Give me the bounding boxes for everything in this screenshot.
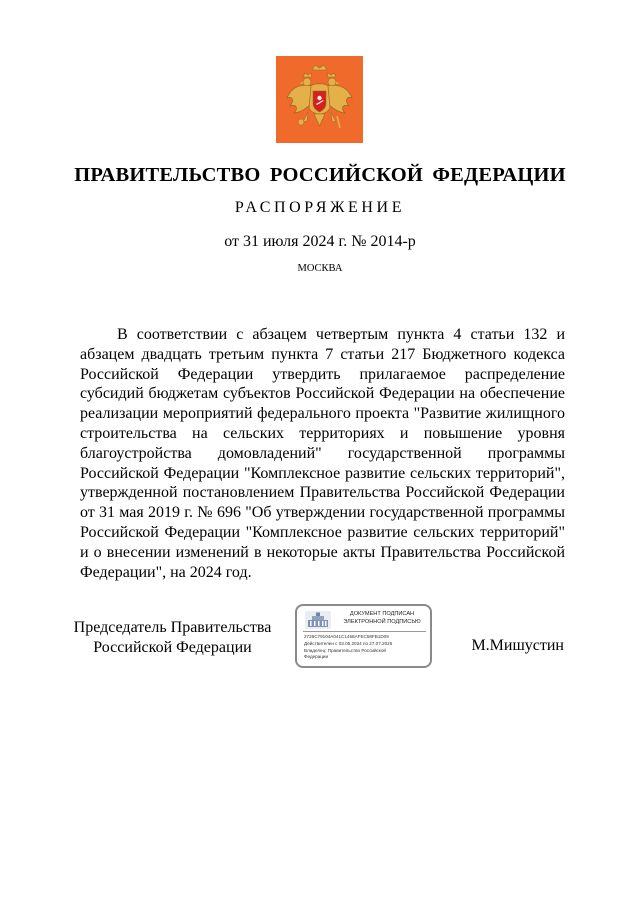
coat-of-arms-emblem (276, 56, 363, 143)
stamp-header (297, 608, 430, 630)
document-city: МОСКВА (297, 263, 343, 274)
double-headed-eagle-icon (276, 56, 363, 143)
order-text: В соответствии с абзацем четвертым пункта 4 статьи 132 и абзацем двадцать третьим пункта 7 статьи 217 Бюджетного кодекса Российской Федерации утвердить прилагаемое распределение субсидий бюджетам субъектов Российской Федерации на обеспечение реализации мероприятий федерального проекта "Развитие жилищного строительства на сельских территориях и повышение уровня благоустройства домовладений" государственной программы Российской Федерации "Комплексное развитие сельских территорий", утвержденной постановлением Правительства Российской Федерации от 31 мая 2019 г. № 696 "Об утверждении государственной программы Российской Федерации "Комплексное развитие сельских территорий" и о внесении изменений в некоторые акты Правительства Российской Федерации", на 2024 год. (80, 326, 565, 581)
stamp-title (335, 611, 429, 626)
document-date-number: от 31 июля 2024 г. № 2014-р (224, 233, 416, 250)
government-title: ПРАВИТЕЛЬСТВО РОССИЙСКОЙ ФЕДЕРАЦИИ (74, 164, 566, 186)
government-building-icon (305, 611, 331, 629)
signer-name: М.Мишустин (471, 637, 564, 654)
stamp-divider (303, 631, 426, 632)
document-type: РАСПОРЯЖЕНИЕ (234, 199, 406, 216)
signer-title-line2: Российской Федерации (93, 639, 252, 656)
signer-title (70, 618, 275, 658)
stamp-owner-line2: Федерации (304, 654, 329, 660)
stamp-title-line2: ЭЛЕКТРОННОЙ ПОДПИСЬЮ (343, 618, 421, 625)
stamp-title-line1: ДОКУМЕНТ ПОДПИСАН (349, 611, 415, 617)
stamp-details (304, 634, 428, 661)
signer-title-line1: Председатель Правительства (73, 619, 272, 636)
electronic-signature-stamp (295, 604, 432, 668)
stamp-owner-line1: Владелец: Правительство Российской (304, 647, 386, 653)
stamp-certificate: 2726C79104A041C1458AFEC58FB1D09 (304, 634, 389, 639)
stamp-validity: Действителен с 03.05.2024 по 27.07.2025 (304, 640, 393, 646)
